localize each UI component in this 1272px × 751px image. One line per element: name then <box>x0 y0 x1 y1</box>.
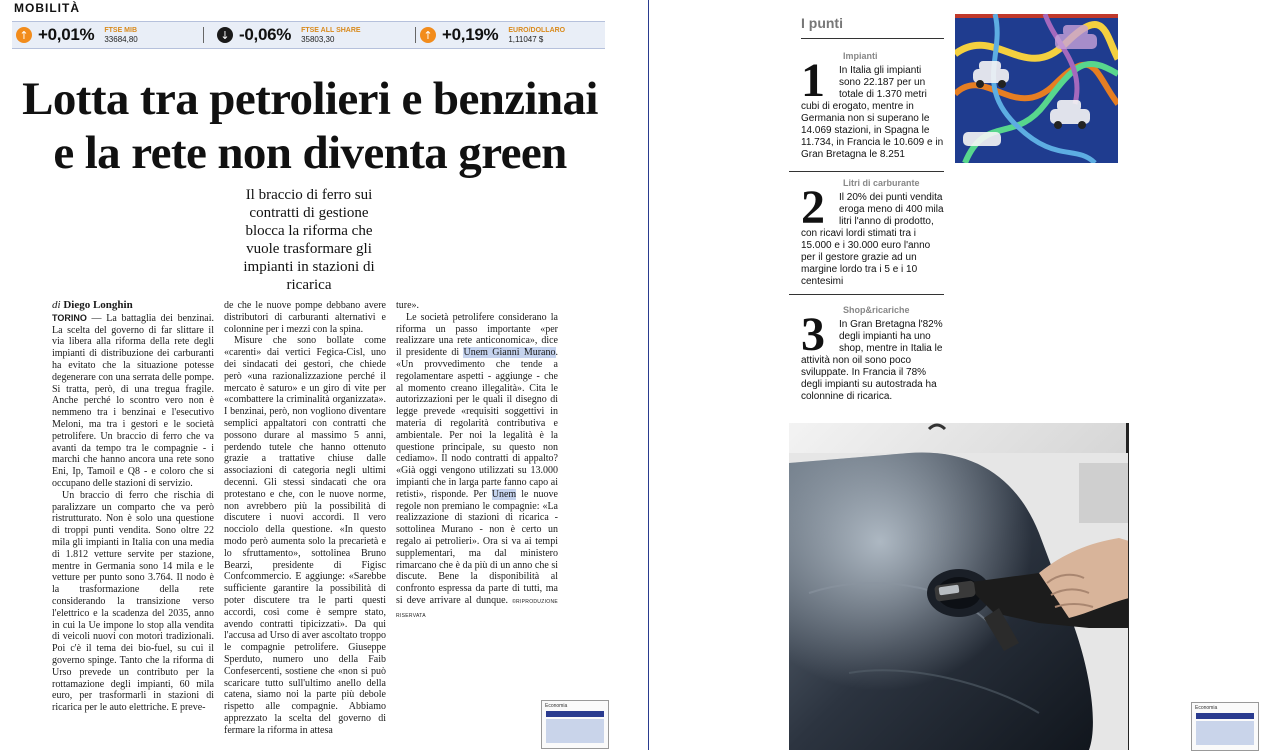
thumbnail-preview <box>546 719 604 743</box>
page-thumbnail-left[interactable] <box>541 700 609 749</box>
section-label: MOBILITÀ <box>14 1 80 15</box>
refueling-photo-svg <box>789 423 1129 750</box>
thumbnail-label: Economia <box>1195 705 1218 711</box>
byline <box>52 300 214 312</box>
paragraph: ture». <box>396 300 420 311</box>
photo-border <box>1128 423 1129 750</box>
paragraph-text: Le società petrolifere considerano la riforma un passo importante «per realizzare una rete anticonomica», dice il presidente di <box>396 311 558 359</box>
ticker-item-ftse-all-share <box>217 22 361 48</box>
down-arrow-icon: ↓ <box>217 27 233 43</box>
ticker-name: FTSE ALL SHARE <box>301 27 361 34</box>
point-title: Litri di carburante <box>843 178 920 188</box>
point-title: Impianti <box>843 51 878 61</box>
page-divider <box>648 0 649 750</box>
paragraph-text: . «Un provvedimento che tende a regolamentare aspetti - aggiunge - che al momento creano illegalità». Cita le autorizzazioni per le quali il disegno di legge prevede «requisiti soggettivi in materia di regolarità contributiva e ambientale. Per noi la legalità è la questione principale, su questo non cediamo». Il nodo contratti di appalto? «Già oggi vengono utilizzati su 13.000 impianti che in larga parte fanno capo ai retisti», risponde. Per <box>396 347 558 500</box>
point-number: 2 <box>801 181 825 234</box>
copyright-note: ©RIPRODUZIONE RISERVATA <box>396 598 558 619</box>
cars-illustration-svg <box>955 14 1118 163</box>
divider <box>801 38 944 39</box>
ticker-change: +0,01% <box>38 25 95 44</box>
ticker-name: EURO/DOLLARO <box>508 27 566 34</box>
divider <box>789 294 944 295</box>
ticker-item-euro-dollaro <box>420 22 565 48</box>
ticker-name: FTSE MIB <box>104 27 138 34</box>
ticker-value: 1,11047 $ <box>508 35 544 44</box>
market-ticker <box>12 21 605 49</box>
highlight-unem[interactable]: Unem <box>491 488 517 500</box>
page-thumbnail-right[interactable] <box>1191 702 1259 751</box>
point-text: In Gran Bretagna l'82% degli impianti ha uno shop, mentre in Italia le attività non oil sono poco sviluppate. In Francia il 78% degli impianti su autostrada ha colonnine di ricarica. <box>801 319 943 402</box>
byline-prefix: di <box>52 299 61 311</box>
paragraph: Un braccio di ferro che rischia di paralizzare un comparto che va però ristrutturato. Non è solo una questione di troppi punti vendita. Sono oltre 22 mila gli impianti in Italia con una media di 1.812 vetture servite per stazione, mentre in Germania sono 14 mila e le vetture per punto sono 3.764. Il nodo è la trasformazione della rete considerando la transizione verso l'elettrico e la scadenza del 2035, anno in cui la Ue impone lo stop alla vendita di veicoli nuovi con motori tradizionali. Poi c'è il tema dei bio-fuel, su cui il governo spinge. Tanto che la riforma di Urso prevede un contributo per la rottamazione degli impianti, 60 mila euro, per trasformarli in stazioni di ricarica per le auto elettriche. E preve- <box>52 489 214 714</box>
paragraph <box>52 313 214 490</box>
thumbnail-preview <box>1196 721 1254 745</box>
paragraph-text: le nuove regole non premiano le compagnie: «La realizzazione di stazioni di ricarica - sottolinea Murano - non è certo un regalo ai petrolieri». Ora si va ai tempi supplementari, ma dal ministero rimarcano che è da più di un anno che si discute. Bene la disponibilità al confronto espressa da parte di tutti, ma si deve arrivare al dunque. <box>396 488 558 606</box>
divider <box>789 171 944 172</box>
ticker-separator <box>203 27 204 43</box>
up-arrow-icon: ↑ <box>420 27 436 43</box>
paragraph <box>396 312 558 623</box>
article-column-1 <box>52 300 214 714</box>
paragraph-text: — La battaglia dei benzinai. La scelta del governo di far slittare il via libera alla riforma della rete degli impianti di distribuzione dei carburanti ha evitato che la situazione potesse degenerare con una serrata delle pompe. Si tratta, però, di una tregua fragile. Anche perché lo scontro vero non è nemmeno tra i benzinai e l'esecutivo Meloni, ma tra i gestori e le società petrolifere. Un braccio di ferro che va avanti da tempo tra le compagnie - i marchi che hanno ancora una rete sono Eni, Ip, Tamoil e Q8 - e coloro che si occupano delle stazioni di servizio. <box>52 312 214 489</box>
ticker-change: -0,06% <box>239 25 292 44</box>
point-1 <box>801 50 944 161</box>
dateline: TORINO <box>52 312 87 323</box>
point-text: In Italia gli impianti sono 22.187 per un totale di 1.370 metri cubi di erogato, mentre in Germania non si superano le 14.069 stazioni, in Spagna le 11.734, in Francia le 10.609 e in Gran Bretagna le 8.251 <box>801 65 944 160</box>
sidebar-title: I punti <box>801 15 843 31</box>
cars-illustration <box>955 14 1118 163</box>
point-title: Shop&ricariche <box>843 305 910 315</box>
point-text: Il 20% dei punti vendita eroga meno di 400 mila litri l'anno di prodotto, con ricavi lordi stimati tra i 15.000 e i 30.000 euro l'anno per il gestore grazie ad un margine lordo tra i 5 e i 10 centesimi <box>801 192 944 287</box>
ticker-item-ftse-mib <box>16 22 138 48</box>
point-3 <box>801 304 944 403</box>
point-number: 3 <box>801 308 825 361</box>
headline-line-1: Lotta tra petrolieri e benzinai <box>22 73 598 125</box>
ticker-value: 33684,80 <box>104 35 138 44</box>
ticker-value: 35803,30 <box>301 35 335 44</box>
ticker-separator <box>415 27 416 43</box>
refueling-photo <box>789 423 1129 750</box>
point-number: 1 <box>801 54 825 107</box>
point-2 <box>801 177 944 288</box>
summary: Il braccio di ferro sui contratti di gestione blocca la riforma che vuole trasformare gli impianti in stazioni di ricarica <box>243 187 375 293</box>
article-column-3 <box>396 300 558 623</box>
ticker-change: +0,19% <box>442 25 499 44</box>
byline-name: Diego Longhin <box>63 299 133 311</box>
headline <box>0 72 620 180</box>
headline-line-2: e la rete non diventa green <box>53 127 567 179</box>
thumbnail-header-bar <box>1196 713 1254 719</box>
thumbnail-label: Economia <box>545 703 568 709</box>
paragraph: Misure che sono bollate come «carenti» dai vertici Fegica-Cisl, uno dei sindacati dei gestori, che chiede però «una razionalizzazione perché il mercato è saturo» e un giro di vite per «combattere la criminalità organizzata». I benzinai, però, non vogliono diventare semplici appaltatori con contratti che possono durare al massimo 5 anni, perdendo tutele che hanno ottenuto grazie a trattative chiuse dalle associazioni di categoria negli ultimi decenni. Gli stessi sindacati che ora protestano e che, con le nuove norme, non avrebbero più la possibilità di discutere i nuovi accordi. Il vero nocciolo della questione. «In questo modo però aumenta solo la precarietà e lo sfruttamento», sottolinea Bruno Bearzi, presidente di Figisc Confcommercio. E aggiunge: «Sarebbe sufficiente garantire la possibilità di poter discutere tra le parti questi accordi, così come è sempre stato, avendo contratti tipicizzati». Da qui l'accusa ad Urso di aver ascoltato troppo le compagnie petrolifere. Giuseppe Sperduto, numero uno della Faib Confesercenti, sostiene che «non si può scaricare tutto sull'ultimo anello della catena, siamo noi la parte più debole rispetto alle compagnie. Abbiamo apprezzato la scelta del governo di fermare la riforma in attesa <box>224 335 386 736</box>
highlight-unem-gianni-murano[interactable]: Unem Gianni Murano <box>463 347 556 359</box>
thumbnail-header-bar <box>546 711 604 717</box>
up-arrow-icon: ↑ <box>16 27 32 43</box>
paragraph: de che le nuove pompe debbano avere distributori di carburanti alternativi e colonnine per i mezzi con la spina. <box>224 300 386 335</box>
article-column-2 <box>224 300 386 736</box>
